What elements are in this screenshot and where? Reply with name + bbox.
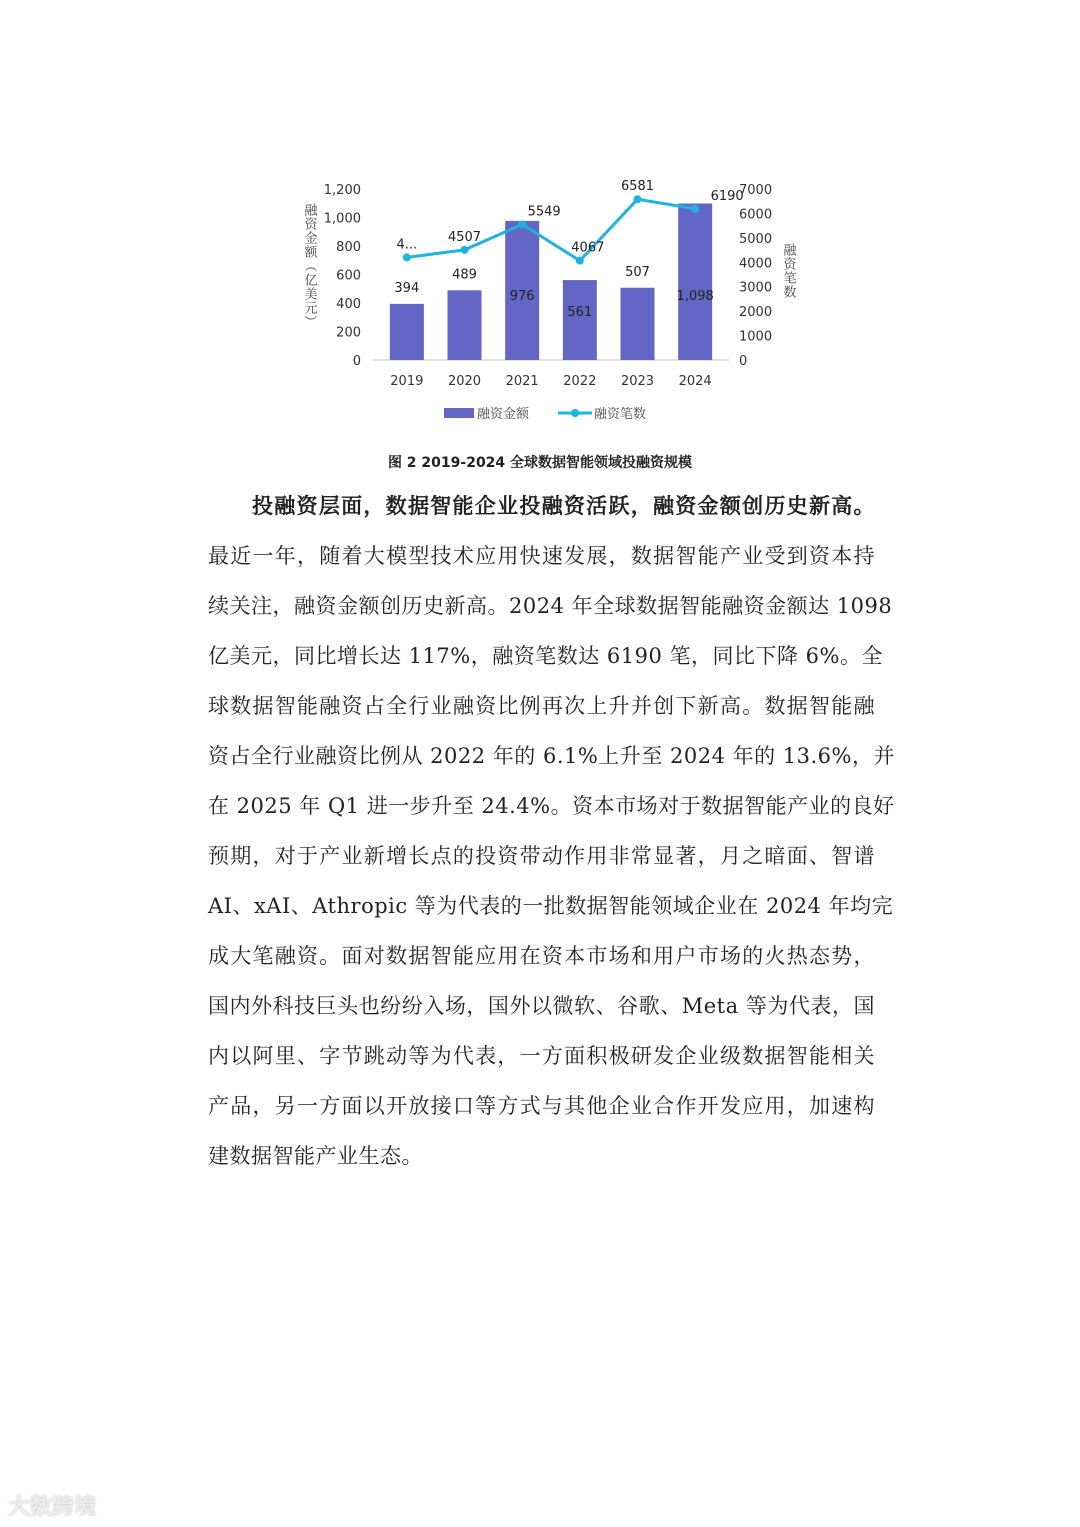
y2-tick-label: 0 — [739, 354, 748, 369]
bar-data-label: 489 — [452, 267, 477, 283]
line-point — [403, 253, 411, 261]
y-tick-label: 1,000 — [323, 211, 361, 227]
paragraph-line: 内以阿里、字节跳动等为代表，一方面积极研发企业级数据智能相关 — [208, 1044, 875, 1068]
line-point — [634, 195, 642, 203]
paragraph-line: 续关注，融资金额创历史新高。2024 年全球数据智能融资金额达 1098 — [208, 594, 893, 618]
bar-data-label: 507 — [625, 264, 650, 280]
line-point — [576, 257, 584, 265]
x-tick-label: 2020 — [447, 374, 482, 389]
y-tick-label: 400 — [336, 297, 361, 312]
line-point — [691, 205, 699, 213]
y2-tick-label: 3000 — [739, 280, 773, 296]
paragraph-heading: 投融资层面，数据智能企业投融资活跃，融资金额创历史新高。 — [252, 494, 875, 518]
line-point — [461, 246, 469, 254]
legend-swatch-bar — [444, 408, 474, 418]
line-data-label: 4507 — [447, 229, 482, 245]
paragraph-line: 建数据智能产业生态。 — [208, 1144, 423, 1168]
bar — [621, 288, 655, 360]
body-paragraph — [208, 488, 895, 1188]
y2-tick-label: 4000 — [739, 256, 773, 272]
line-data-label: 5549 — [527, 204, 561, 220]
bar-data-label: 976 — [509, 289, 535, 304]
paragraph-line: 成大笔融资。面对数据智能应用在资本市场和用户市场的火热态势， — [208, 944, 875, 968]
y-tick-label: 200 — [336, 325, 361, 341]
x-tick-label: 2024 — [678, 374, 712, 389]
paragraph-line: 国内外科技巨头也纷纷入场，国外以微软、谷歌、Meta 等为代表，国 — [208, 994, 875, 1018]
paragraph-line: 最近一年，随着大模型技术应用快速发展，数据智能产业受到资本持 — [208, 544, 875, 568]
y-axis-title: 融资金额（亿美元） — [301, 203, 317, 329]
line-data-label: 4... — [396, 237, 418, 253]
bar — [390, 304, 424, 360]
bar-data-label: 394 — [394, 280, 420, 296]
paragraph-line: 产品，另一方面以开放接口等方式与其他企业合作开发应用，加速构 — [208, 1094, 875, 1118]
y2-tick-label: 7000 — [739, 183, 773, 198]
figure-caption: 图 2 2019-2024 全球数据智能领域投融资规模 — [387, 455, 693, 471]
paragraph-line: 在 2025 年 Q1 进一步升至 24.4%。资本市场对于数据智能产业的良好 — [208, 794, 895, 818]
legend-label: 融资金额 — [477, 407, 530, 422]
y2-tick-label: 2000 — [739, 305, 773, 321]
line-data-label: 6190 — [710, 188, 744, 204]
y2-tick-label: 6000 — [739, 207, 773, 223]
legend-marker — [571, 409, 579, 417]
bar — [678, 204, 712, 360]
paragraph-line: 资占全行业融资比例从 2022 年的 6.1%上升至 2024 年的 13.6%，并 — [208, 744, 895, 768]
bar — [448, 290, 482, 360]
line-point — [518, 220, 526, 228]
watermark-logo: 大数跨境 — [8, 1495, 97, 1520]
paragraph-line: AI、xAI、Athropic 等为代表的一批数据智能领域企业在 2024 年均完 — [208, 894, 894, 918]
paragraph-line: 预期，对于产业新增长点的投资带动作用非常显著，月之暗面、智谱 — [208, 844, 875, 868]
y2-axis-title: 融资笔数 — [780, 243, 796, 299]
line-data-label: 4067 — [571, 240, 605, 256]
y-tick-label: 0 — [352, 354, 361, 369]
legend-label: 融资笔数 — [594, 407, 647, 422]
y-tick-label: 800 — [336, 240, 361, 255]
line-data-label: 6581 — [620, 179, 655, 195]
financing-chart — [0, 0, 1080, 440]
y2-tick-label: 1000 — [739, 329, 773, 345]
x-tick-label: 2022 — [563, 374, 597, 389]
bar-data-label: 561 — [567, 305, 593, 321]
x-tick-label: 2019 — [390, 374, 424, 389]
paragraph-line: 球数据智能融资占全行业融资比例再次上升并创下新高。数据智能融 — [208, 694, 875, 718]
paragraph-line: 亿美元，同比增长达 117%，融资笔数达 6190 笔，同比下降 6%。全 — [208, 644, 883, 668]
y2-tick-label: 5000 — [739, 231, 773, 247]
y-tick-label: 1,200 — [323, 183, 361, 198]
bar-data-label: 1,098 — [676, 289, 714, 304]
y-tick-label: 600 — [336, 268, 361, 284]
x-tick-label: 2021 — [505, 374, 539, 389]
x-tick-label: 2023 — [620, 374, 655, 389]
